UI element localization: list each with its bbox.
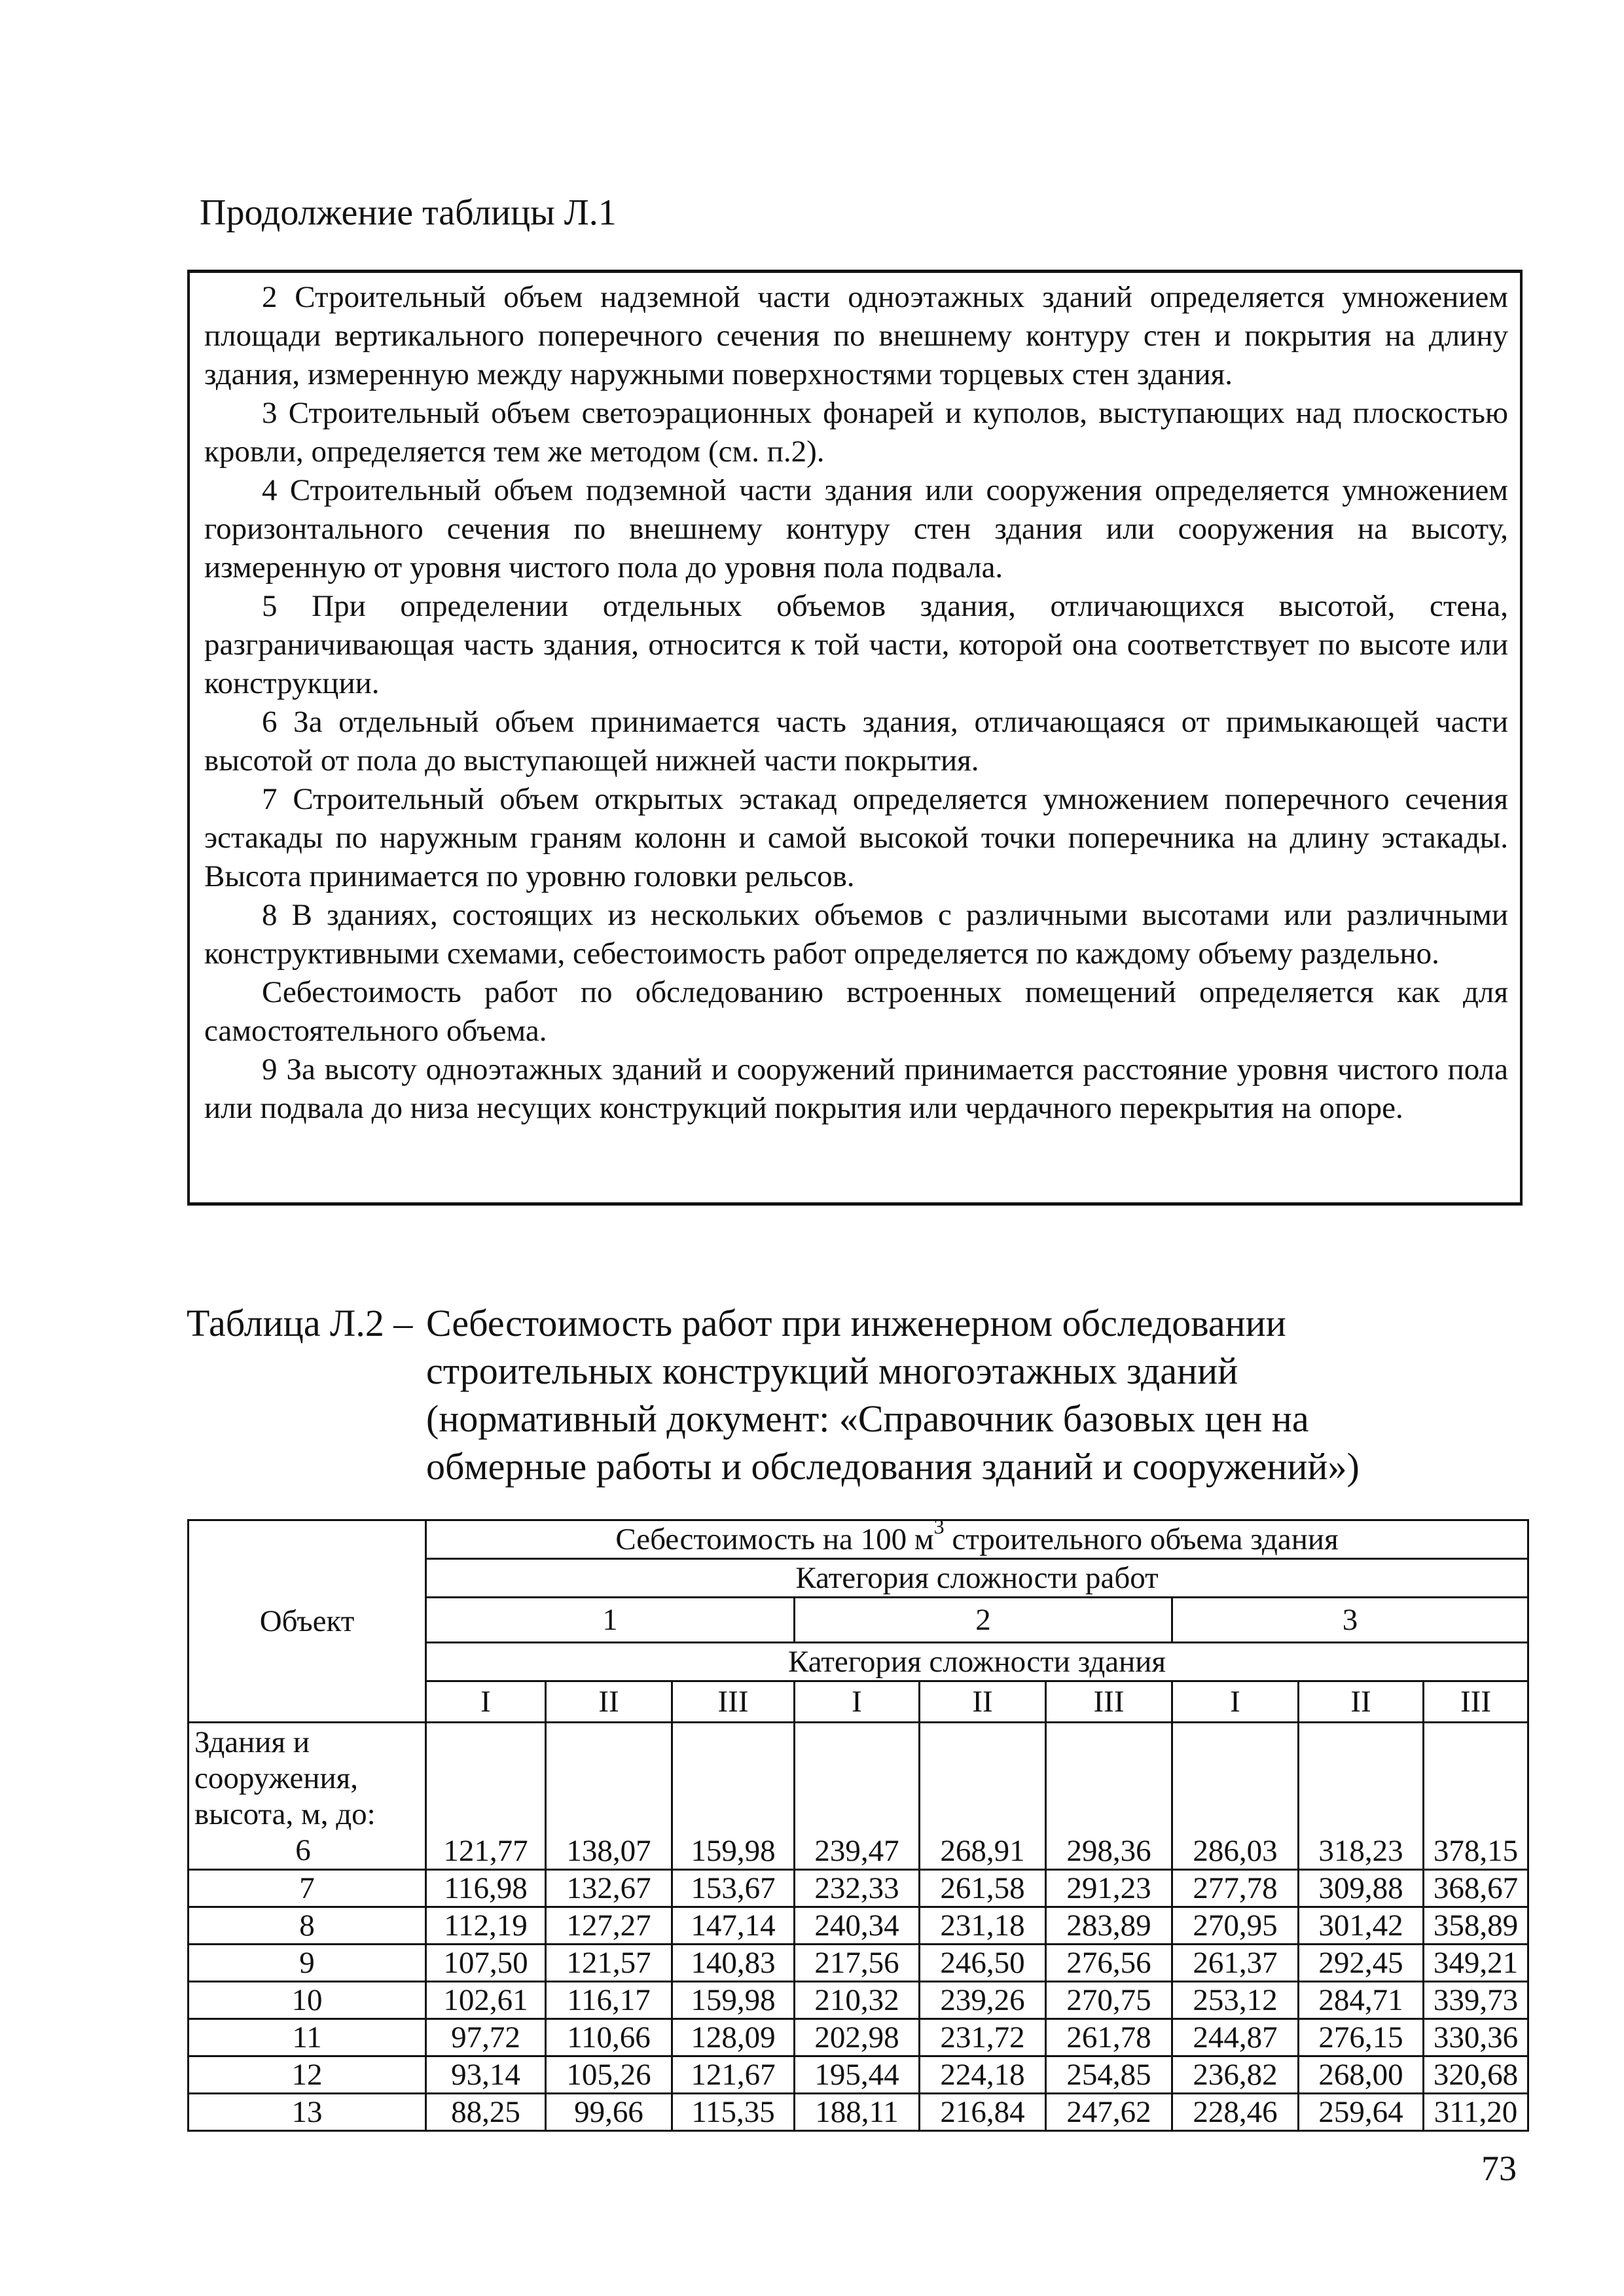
building-category: II [1299, 1681, 1424, 1723]
page-number: 73 [1481, 2149, 1517, 2188]
cost-cell: 320,68 [1424, 2056, 1528, 2094]
cost-cell: 240,34 [795, 1907, 920, 1945]
cost-cell: 286,03 [1172, 1723, 1299, 1870]
cost-cell: 301,42 [1299, 1907, 1424, 1945]
note-7: 7 Строительный объем открытых эстакад определяется умножением поперечного сечения эстакады по наружным граням колонн и самой высокой точки поперечника на длину эстакады. Высота принимается по уровню головки рельсов. [204, 782, 1508, 893]
cost-cell: 93,14 [426, 2056, 546, 2094]
continuation-title: Продолжение таблицы Л.1 [200, 192, 617, 233]
table-row [189, 1907, 1528, 1945]
note-4: 4 Строительный объем подземной части здания или сооружения определяется умножением горизонтального сечения по внешнему контуру стен здания или сооружения на высоту, измеренную от уровня чистого пола до уровня пола подвала. [204, 473, 1508, 584]
cost-cell: 358,89 [1424, 1907, 1528, 1945]
cost-cell: 188,11 [795, 2094, 920, 2131]
cost-cell: 254,85 [1046, 2056, 1172, 2094]
cost-cell: 268,91 [920, 1723, 1046, 1870]
cost-cell: 318,23 [1299, 1723, 1424, 1870]
note-8-addendum: Себестоимость работ по обследованию встроенных помещений определяется как для самостоятельного объема. [204, 975, 1508, 1048]
building-category-header: Категория сложности здания [426, 1643, 1528, 1681]
table-title-line: (нормативный документ: «Справочник базовых цен на [426, 1397, 1309, 1440]
cost-cell: 349,21 [1424, 1945, 1528, 1982]
cost-cell: 368,67 [1424, 1870, 1528, 1907]
cost-cell: 330,36 [1424, 2019, 1528, 2056]
note-3: 3 Строительный объем светоэрационных фонарей и куполов, выступающих над плоскостью кровли, определяется тем же методом (см. п.2). [204, 396, 1508, 469]
cost-cell: 153,67 [672, 1870, 795, 1907]
cost-cell: 116,17 [546, 1982, 672, 2019]
table-row [189, 2019, 1528, 2056]
cost-cell: 236,82 [1172, 2056, 1299, 2094]
cost-cell: 292,45 [1299, 1945, 1424, 1982]
table-row [189, 1945, 1528, 1982]
height-cell: 7 [189, 1870, 426, 1907]
table-row [189, 2094, 1528, 2131]
cost-cell: 112,19 [426, 1907, 546, 1945]
note-2: 2 Строительный объем надземной части одноэтажных зданий определяется умножением площади вертикального поперечного сечения по внешнему контуру стен и покрытия на длину здания, измеренную между наружными поверхностями торцевых стен здания. [204, 280, 1508, 391]
cost-cell: 283,89 [1046, 1907, 1172, 1945]
cost-cell: 97,72 [426, 2019, 546, 2056]
table-row [189, 1982, 1528, 2019]
cost-cell: 195,44 [795, 2056, 920, 2094]
cost-cell: 116,98 [426, 1870, 546, 1907]
height-cell: 9 [189, 1945, 426, 1982]
cost-cell: 217,56 [795, 1945, 920, 1982]
cost-cell: 298,36 [1046, 1723, 1172, 1870]
work-category-1: 1 [426, 1598, 795, 1643]
cost-cell: 105,26 [546, 2056, 672, 2094]
cost-cell: 121,57 [546, 1945, 672, 1982]
cost-cell: 378,15 [1424, 1723, 1528, 1870]
cost-cell: 253,12 [1172, 1982, 1299, 2019]
table-title-line: Себестоимость работ при инженерном обследовании [426, 1302, 1286, 1344]
cost-cell: 159,98 [672, 1723, 795, 1870]
cost-cell: 102,61 [426, 1982, 546, 2019]
height-cell: 13 [189, 2094, 426, 2131]
cost-cell: 270,95 [1172, 1907, 1299, 1945]
height-cell: 11 [189, 2019, 426, 2056]
cost-cell: 309,88 [1299, 1870, 1424, 1907]
work-category-3: 3 [1172, 1598, 1528, 1643]
cost-cell: 270,75 [1046, 1982, 1172, 2019]
note-8: 8 В зданиях, состоящих из нескольких объемов с различными высотами или различными конструктивными схемами, себестоимость работ определяется по каждому объему раздельно. [204, 898, 1508, 971]
notes-box [187, 270, 1523, 1206]
cost-cell: 202,98 [795, 2019, 920, 2056]
note-5: 5 При определении отдельных объемов здания, отличающихся высотой, стена, разграничивающая часть здания, относится к той части, которой она соответствует по высоте или конструкции. [204, 589, 1508, 700]
building-category: I [426, 1681, 546, 1723]
cost-cell: 138,07 [546, 1723, 672, 1870]
cost-cell: 132,67 [546, 1870, 672, 1907]
building-category: I [795, 1681, 920, 1723]
cost-cell: 239,47 [795, 1723, 920, 1870]
cost-cell: 99,66 [546, 2094, 672, 2131]
cost-cell: 210,32 [795, 1982, 920, 2019]
table-row [189, 1723, 1528, 1870]
height-cell: 8 [189, 1907, 426, 1945]
cost-header-tail: строительного объема здания [944, 1522, 1339, 1556]
work-category-2: 2 [795, 1598, 1172, 1643]
cost-cell: 127,27 [546, 1907, 672, 1945]
cost-cell: 232,33 [795, 1870, 920, 1907]
cost-cell: 110,66 [546, 2019, 672, 2056]
cost-cell: 291,23 [1046, 1870, 1172, 1907]
cost-cell: 231,18 [920, 1907, 1046, 1945]
table-title-lead: Таблица Л.2 – [187, 1302, 413, 1344]
cost-cell: 147,14 [672, 1907, 795, 1945]
table-row [189, 2056, 1528, 2094]
table-title-line: обмерные работы и обследования зданий и сооружений») [426, 1445, 1360, 1488]
cost-cell: 261,37 [1172, 1945, 1299, 1982]
cost-cell: 88,25 [426, 2094, 546, 2131]
object-header: Объект [189, 1520, 426, 1723]
cost-cell: 284,71 [1299, 1982, 1424, 2019]
cost-cell: 228,46 [1172, 2094, 1299, 2131]
building-category: II [546, 1681, 672, 1723]
cost-header-text: Себестоимость на 100 м [615, 1522, 934, 1556]
height-cell: 10 [189, 1982, 426, 2019]
cost-cell: 121,67 [672, 2056, 795, 2094]
building-category: III [1424, 1681, 1528, 1723]
object-label-cell [189, 1723, 426, 1870]
cost-cell: 128,09 [672, 2019, 795, 2056]
cost-cell: 140,83 [672, 1945, 795, 1982]
building-category: I [1172, 1681, 1299, 1723]
table-title-line: строительных конструкций многоэтажных зданий [426, 1350, 1238, 1392]
cost-cell: 261,58 [920, 1870, 1046, 1907]
cost-cell: 259,64 [1299, 2094, 1424, 2131]
work-category-header: Категория сложности работ [426, 1559, 1528, 1598]
cost-cell: 247,62 [1046, 2094, 1172, 2131]
note-9: 9 За высоту одноэтажных зданий и сооружений принимается расстояние уровня чистого пола или подвала до низа несущих конструкций покрытия или чердачного перекрытия на опоре. [204, 1052, 1508, 1125]
cost-cell: 224,18 [920, 2056, 1046, 2094]
height-value: 6 [295, 1833, 311, 1867]
building-category: III [672, 1681, 795, 1723]
cost-cell: 311,20 [1424, 2094, 1528, 2131]
cost-cell: 239,26 [920, 1982, 1046, 2019]
note-6: 6 За отдельный объем принимается часть здания, отличающаяся от примыкающей части высотой от пола до выступающей нижней части покрытия. [204, 705, 1508, 778]
cost-cell: 276,56 [1046, 1945, 1172, 1982]
cost-cell: 231,72 [920, 2019, 1046, 2056]
cost-cell: 121,77 [426, 1723, 546, 1870]
building-category: II [920, 1681, 1046, 1723]
cost-cell: 276,15 [1299, 2019, 1424, 2056]
cost-cell: 244,87 [1172, 2019, 1299, 2056]
cost-cell: 115,35 [672, 2094, 795, 2131]
cost-cell: 246,50 [920, 1945, 1046, 1982]
cost-table [187, 1515, 1529, 2132]
cost-cell: 216,84 [920, 2094, 1046, 2131]
building-category: III [1046, 1681, 1172, 1723]
cost-header [426, 1515, 1528, 1559]
cost-cell: 107,50 [426, 1945, 546, 1982]
cost-cell: 268,00 [1299, 2056, 1424, 2094]
height-cell: 12 [189, 2056, 426, 2094]
cost-cell: 159,98 [672, 1982, 795, 2019]
cost-cell: 261,78 [1046, 2019, 1172, 2056]
cost-cell: 339,73 [1424, 1982, 1528, 2019]
table-row [189, 1870, 1528, 1907]
cost-cell: 277,78 [1172, 1870, 1299, 1907]
table-title [187, 1299, 1463, 1490]
object-label: Здания и сооружения, высота, м, до: [194, 1725, 376, 1831]
cost-header-sup: 3 [933, 1515, 945, 1538]
